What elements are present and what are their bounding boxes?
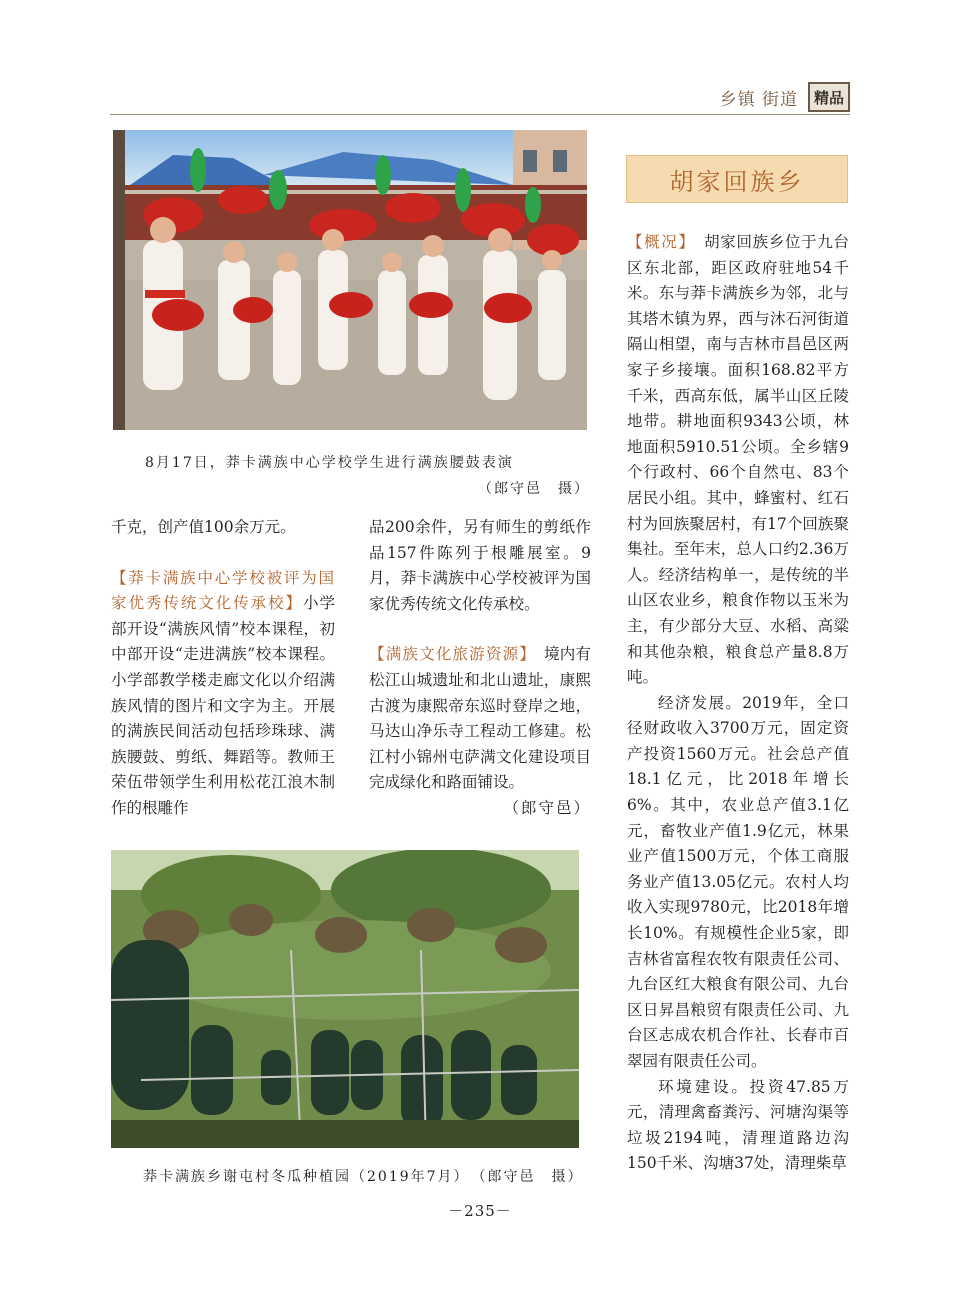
running-header bbox=[110, 82, 850, 110]
section-body: 小学部开设“满族风情”校本课程，初中部开设“走进满族”校本课程。小学部教学楼走廊文化以介绍满族风情的图片和文字为主。开展的满族民间活动包括珍珠球、满族腰鼓、剪纸、舞蹈等。教师王荣伍带领学生利用松花江浪木制作的根雕作 bbox=[111, 594, 335, 817]
middle-column bbox=[369, 515, 591, 822]
left-column bbox=[111, 515, 335, 822]
paragraph: 千克，创产值100余万元。 bbox=[111, 518, 296, 536]
paragraph: 品200余件，另有师生的剪纸作品157件陈列于根雕展室。9月，莽卡满族中心学校被评为国家优秀传统文化传承校。 bbox=[369, 518, 591, 613]
byline: （郎守邑） bbox=[503, 798, 591, 817]
page-number: －235－ bbox=[448, 1202, 512, 1220]
paragraph: 经济发展。2019年，全口径财政收入3700万元，固定资产投资1560万元。社会总产值18.1亿元，比2018年增长6%。其中，农业总产值3.1亿元，畜牧业产值1.9亿元，林果业产值1500万元，个体工商服务业产值13.05亿元。农村人均收入实现9780元，比2018年增长10%。有规模性企业5家，即吉林省富程农牧有限责任公司、九台区红大粮食有限公司、九台区日昇昌粮贸有限责任公司、九台区志成农机合作社、长春市百翠园有限责任公司。 bbox=[627, 693, 849, 1070]
top-photo-credit: （郎守邑 摄） bbox=[478, 481, 590, 497]
paragraph bbox=[369, 642, 591, 796]
section-body: 境内有松江山城遗址和北山遗址，康熙古渡为康熙帝东巡时登岸之地，马达山净乐寺工程动工修建。松江村小锦州屯萨满文化建设项目完成绿化和路面铺设。 bbox=[369, 645, 591, 792]
drum-performance-photo bbox=[113, 130, 587, 430]
paragraph bbox=[627, 230, 849, 691]
bottom-photo-caption: 莽卡满族乡谢屯村冬瓜种植园（2019年7月） （郎守邑 摄） bbox=[143, 1169, 584, 1185]
book-logo-icon: 精品 bbox=[808, 82, 850, 112]
paragraph: 环境建设。投资47.85万元，清理禽畜粪污、河塘沟渠等垃圾2194吨，清理道路边沟150千米、沟塘37处，清理柴草 bbox=[627, 1077, 849, 1173]
section-title: 胡家回族乡 bbox=[626, 155, 848, 203]
section-heading: 【莽卡满族中心学校被评为国家优秀传统文化传承校】 bbox=[111, 568, 335, 613]
right-column bbox=[627, 230, 849, 1177]
section-label: 乡镇 街道 bbox=[719, 90, 798, 110]
section-body: 胡家回族乡位于九台区东北部，距区政府驻地54千米。东与莽卡满族乡为邻，北与其塔木镇为界，西与沐石河街道隔山相望，南与吉林市昌邑区两家子乡接壤。面积168.82平方千米，西高东低，属半山区丘陵地带。耕地面积9343公顷，林地面积5910.51公顷。全乡辖9个行政村、66个自然屯、83个居民小组。其中，蜂蜜村、红石村为回族聚居村，有17个回族聚集社。至年末，总人口约2.36万人。经济结构单一，是传统的半山区农业乡，粮食作物以玉米为主，有少部分大豆、水稻、高粱和其他杂粮，粮食总产量8.8万吨。 bbox=[627, 233, 849, 687]
header-divider bbox=[110, 114, 850, 115]
section-heading: 【满族文化旅游资源】 bbox=[369, 645, 529, 664]
paragraph bbox=[111, 566, 335, 822]
section-heading: 【概况】 bbox=[627, 233, 688, 251]
winter-melon-photo bbox=[111, 850, 579, 1148]
top-photo-caption: 8月17日，莽卡满族中心学校学生进行满族腰鼓表演 bbox=[145, 455, 514, 471]
